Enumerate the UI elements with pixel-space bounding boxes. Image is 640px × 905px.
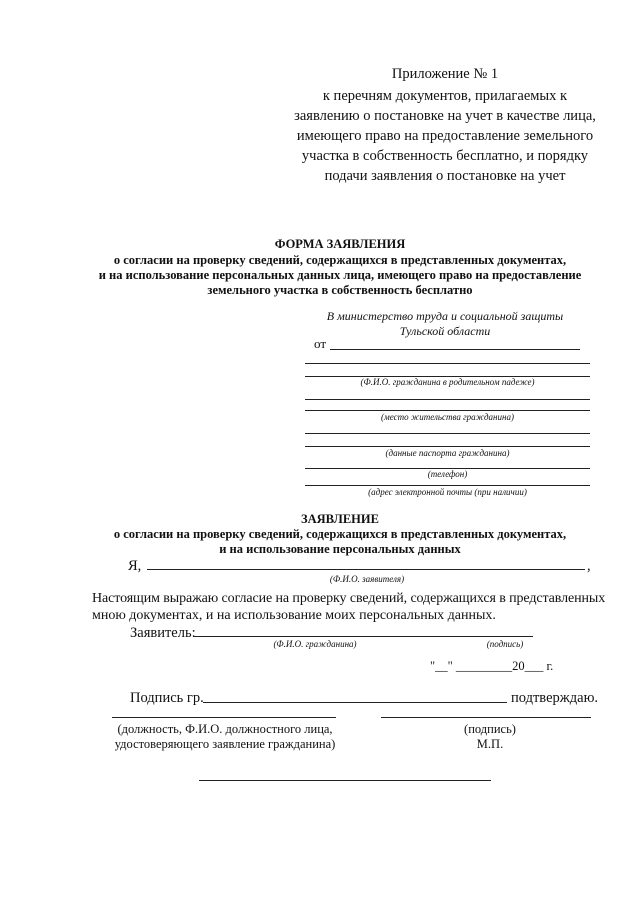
appendix-subtitle-line-2: заявлению о постановке на учет в качестве лица, bbox=[294, 108, 596, 124]
caption-address: (место жительства гражданина) bbox=[381, 412, 514, 422]
caption-citizen: (Ф.И.О. гражданина) bbox=[273, 639, 357, 649]
email-field[interactable] bbox=[305, 485, 590, 486]
applicant-signature-field[interactable] bbox=[193, 636, 533, 637]
caption-phone: (телефон) bbox=[427, 469, 468, 479]
appendix-subtitle-line-4: участка в собственность бесплатно, и порядку bbox=[301, 148, 589, 164]
from-name-field-2[interactable] bbox=[305, 363, 590, 364]
appendix-title: Приложение № 1 bbox=[391, 66, 499, 82]
applicant-label: Заявитель: bbox=[130, 625, 196, 641]
statement-title: ЗАЯВЛЕНИЕ bbox=[301, 512, 379, 526]
official-signature-field[interactable] bbox=[381, 717, 591, 718]
statement-line-2: и на использование персональных данных bbox=[219, 542, 461, 556]
caption-applicant-signature: (подпись) bbox=[486, 639, 524, 649]
form-heading-line-1: о согласии на проверку сведений, содержащихся в представленных документах, bbox=[113, 253, 567, 267]
passport-field-2[interactable] bbox=[305, 446, 590, 447]
statement-line-1: о согласии на проверку сведений, содержащихся в представленных документах, bbox=[113, 527, 567, 541]
citizen-signature-field[interactable] bbox=[203, 702, 507, 703]
caption-applicant: (Ф.И.О. заявителя) bbox=[329, 574, 405, 584]
confirm-label: подтверждаю. bbox=[511, 690, 599, 706]
from-label: от bbox=[314, 336, 327, 351]
statement-body-line-2: мною документах, и на использование моих персональных данных. bbox=[92, 608, 496, 623]
appendix-subtitle-line-3: имеющего право на предоставление земельного bbox=[296, 128, 594, 144]
form-heading-line-2: и на использование персональных данных лица, имеющего право на предоставление bbox=[98, 268, 582, 282]
appendix-subtitle-line-1: к перечням документов, прилагаемых к bbox=[322, 88, 568, 104]
date-field[interactable]: "__" _________20___ г. bbox=[430, 659, 554, 673]
form-heading-title: ФОРМА ЗАЯВЛЕНИЯ bbox=[274, 237, 406, 251]
addressee-line-2: Тульской области bbox=[399, 324, 491, 338]
i-label: Я, bbox=[128, 558, 142, 574]
applicant-comma: , bbox=[587, 558, 591, 574]
signature-label: Подпись гр. bbox=[130, 690, 204, 706]
caption-official-2: удостоверяющего заявление гражданина) bbox=[114, 737, 336, 751]
addressee-line-1: В министерство труда и социальной защиты bbox=[326, 309, 564, 323]
statement-body-line-1: Настоящим выражаю согласие на проверку сведений, содержащихся в представленных bbox=[92, 591, 606, 606]
address-field-1[interactable] bbox=[305, 399, 590, 400]
caption-name: (Ф.И.О. гражданина в родительном падеже) bbox=[360, 377, 535, 387]
form-heading-line-3: земельного участка в собственность бесплатно bbox=[207, 283, 473, 297]
passport-field-1[interactable] bbox=[305, 433, 590, 434]
appendix-subtitle-line-5: подачи заявления о постановке на учет bbox=[324, 168, 566, 184]
bottom-rule bbox=[199, 780, 491, 781]
stamp-label: М.П. bbox=[476, 737, 504, 751]
applicant-name-field[interactable] bbox=[147, 569, 585, 570]
official-field[interactable] bbox=[112, 717, 336, 718]
address-field-2[interactable] bbox=[305, 410, 590, 411]
caption-official-1: (должность, Ф.И.О. должностного лица, bbox=[117, 722, 333, 736]
caption-email: (адрес электронной почты (при наличии) bbox=[368, 487, 527, 497]
caption-passport: (данные паспорта гражданина) bbox=[385, 448, 510, 458]
from-name-field[interactable] bbox=[330, 349, 580, 350]
caption-official-signature: (подпись) bbox=[464, 722, 516, 736]
